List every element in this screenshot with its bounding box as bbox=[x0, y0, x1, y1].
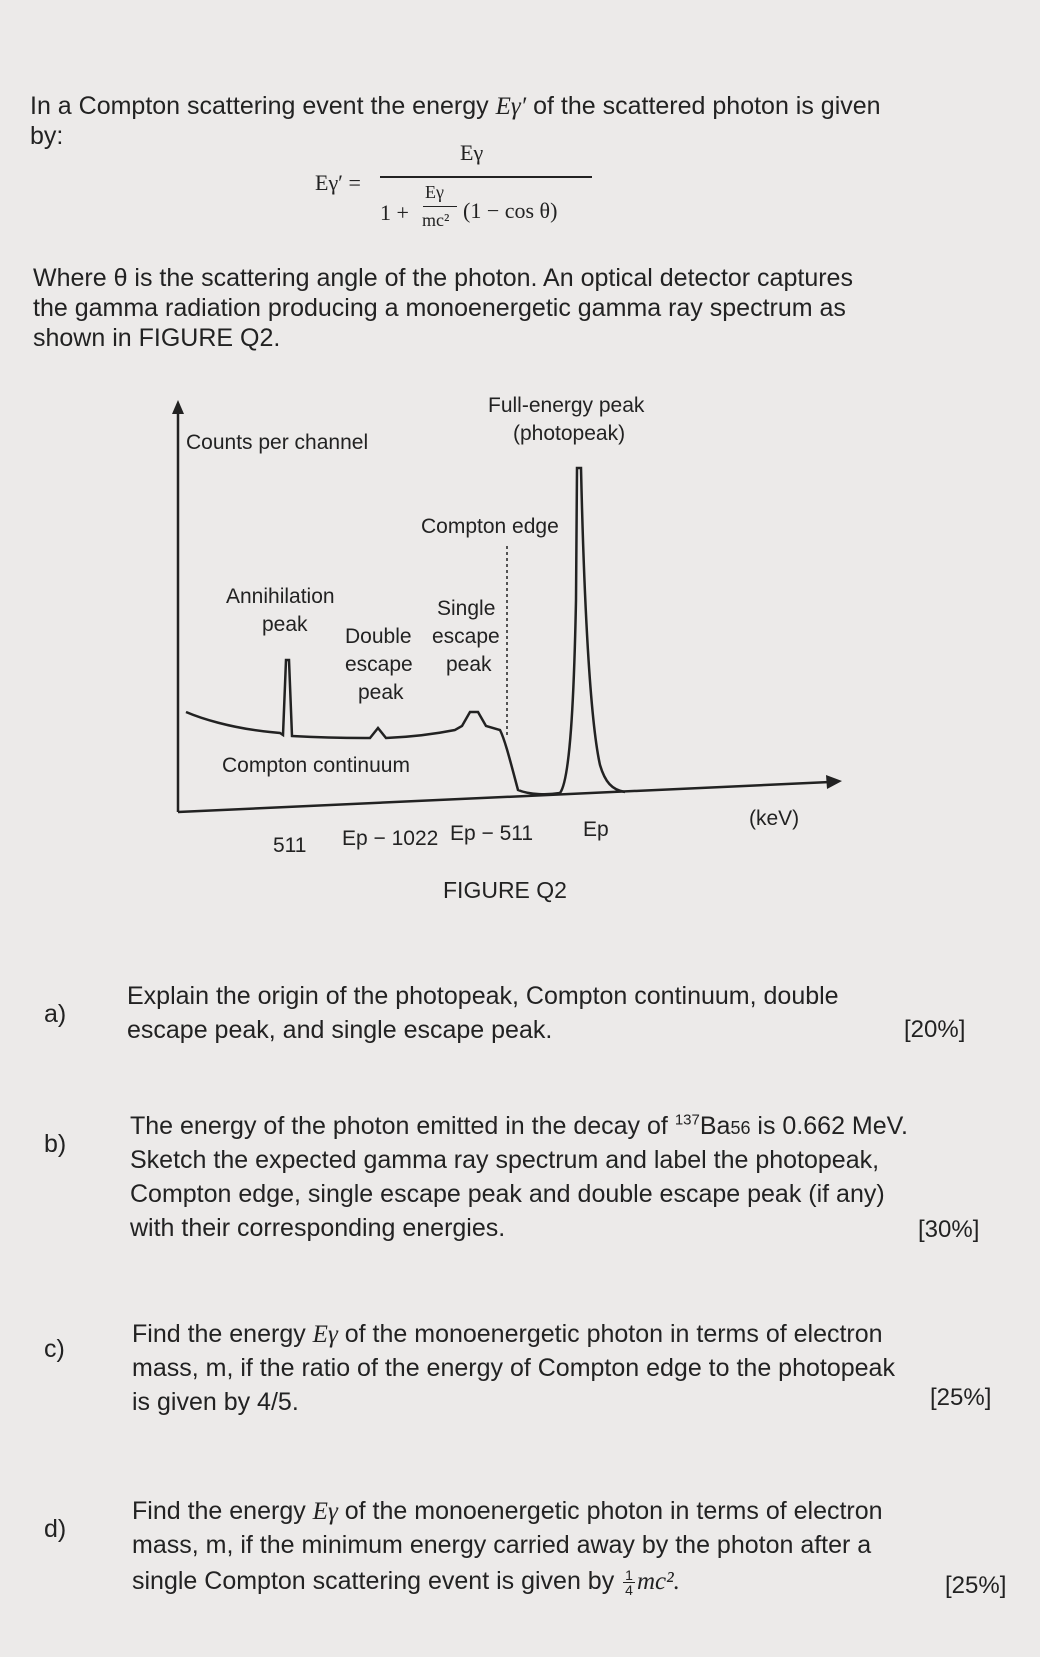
x-axis bbox=[178, 782, 830, 812]
question-d-line-1: Find the energy Eγ of the monoenergetic photon in terms of electron bbox=[132, 1497, 883, 1525]
double-escape-label-line2: escape bbox=[345, 653, 413, 676]
tick-label-511: 511 bbox=[273, 834, 307, 857]
figure-caption: FIGURE Q2 bbox=[443, 877, 567, 903]
question-a-line-2: escape peak, and single escape peak. bbox=[127, 1016, 553, 1044]
double-escape-label-line3: peak bbox=[358, 681, 404, 704]
question-b-mark: [30%] bbox=[918, 1216, 980, 1243]
question-b-line-2: Sketch the expected gamma ray spectrum and label the photopeak, bbox=[130, 1146, 880, 1174]
formula-denominator-suffix: (1 − cos θ) bbox=[463, 198, 558, 223]
quarter-fraction: $\frac{1}{4}$ bbox=[625, 1566, 633, 1598]
question-a-mark: [20%] bbox=[904, 1016, 966, 1043]
question-b-line-4: with their corresponding energies. bbox=[130, 1214, 506, 1242]
photopeak-label-line2: (photopeak) bbox=[513, 422, 626, 445]
x-axis-arrow bbox=[826, 775, 842, 789]
tick-label-ep: Ep bbox=[583, 818, 609, 841]
formula-inner-denominator: mc² bbox=[422, 210, 450, 230]
compton-edge-label: Compton edge bbox=[421, 515, 559, 538]
compton-continuum-label: Compton continuum bbox=[222, 754, 410, 777]
y-axis-label: Counts per channel bbox=[186, 431, 369, 454]
formula-inner-numerator: Eγ bbox=[425, 182, 444, 202]
question-d-line-2: mass, m, if the minimum energy carried away by the photon after a bbox=[132, 1531, 872, 1559]
y-axis-arrow bbox=[172, 400, 184, 414]
question-c-label: c) bbox=[44, 1335, 65, 1363]
question-b-label: b) bbox=[44, 1130, 67, 1158]
formula-denominator-prefix: 1 + bbox=[380, 200, 409, 225]
single-escape-label-line1: Single bbox=[437, 597, 496, 620]
where-line-3: shown in FIGURE Q2. bbox=[33, 324, 281, 352]
intro-line-1: In a Compton scattering event the energy Eγ′ of the scattered photon is given bbox=[30, 92, 881, 120]
formula-lhs: Eγ′ = bbox=[315, 170, 361, 195]
question-d-label: d) bbox=[44, 1515, 67, 1543]
single-escape-label-line2: escape bbox=[432, 625, 500, 648]
question-c-line-2: mass, m, if the ratio of the energy of Compton edge to the photopeak bbox=[132, 1354, 895, 1382]
where-line-2: the gamma radiation producing a monoenergetic gamma ray spectrum as bbox=[33, 294, 846, 322]
photopeak-label-line1: Full-energy peak bbox=[488, 394, 645, 417]
intro-line-2: by: bbox=[30, 122, 64, 150]
question-d-line-3: single Compton scattering event is given by $\frac{1}{4}$ mc². bbox=[132, 1566, 680, 1598]
where-line-1: Where θ is the scattering angle of the photon. An optical detector captures bbox=[33, 264, 853, 292]
question-b-line-1: The energy of the photon emitted in the decay of $^{137}$Ba56 is 0.662 MeV. bbox=[130, 1111, 908, 1140]
question-a-line-1: Explain the origin of the photopeak, Compton continuum, double bbox=[127, 982, 839, 1010]
annihilation-label-line2: peak bbox=[262, 613, 308, 636]
question-c-mark: [25%] bbox=[930, 1384, 992, 1411]
x-axis-unit: (keV) bbox=[749, 807, 800, 830]
question-c-line-1: Find the energy Eγ of the monoenergetic photon in terms of electron bbox=[132, 1320, 883, 1348]
tick-label-double-escape: Ep − 1022 bbox=[342, 827, 439, 850]
question-a-label: a) bbox=[44, 1000, 67, 1028]
question-d-mark: [25%] bbox=[945, 1572, 1007, 1599]
question-b-line-3: Compton edge, single escape peak and double escape peak (if any) bbox=[130, 1180, 885, 1208]
single-escape-label-line3: peak bbox=[446, 653, 492, 676]
tick-label-single-escape: Ep − 511 bbox=[450, 822, 534, 845]
double-escape-label-line1: Double bbox=[345, 625, 412, 648]
question-c-line-3: is given by 4/5. bbox=[132, 1388, 299, 1416]
annihilation-label-line1: Annihilation bbox=[226, 585, 335, 608]
formula-numerator: Eγ bbox=[460, 140, 484, 165]
